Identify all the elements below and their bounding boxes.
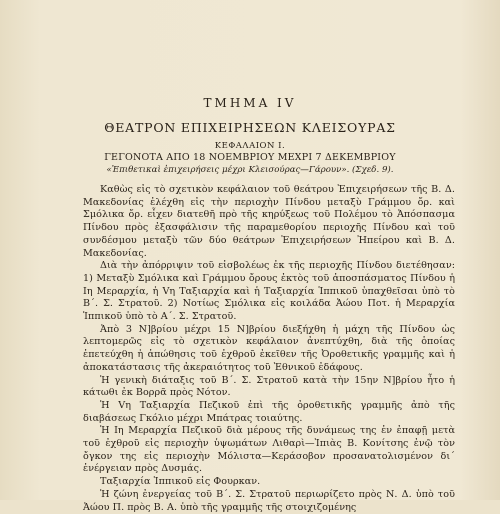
paragraph: Ἡ Vη Ταξιαρχία Πεζικοῦ ἐπὶ τῆς ὀροθετικῆς γραμμῆς ἀπὸ τῆς διαβάσεως Γκόλιο μέχρι Μπάτρας τοιαύτης. <box>83 399 455 424</box>
paragraph: Ἡ Ιη Μεραρχία Πεζικοῦ διὰ μέρους τῆς δυνάμεως της ἐν ἐπαφῇ μετὰ τοῦ ἐχθροῦ εἰς περιοχὴν ὑψωμάτων Λιθαρὶ—Ἰπιὰς Β. Κονίτσης ἐνῷ τὸν ὄγκον της εἰς περιοχὴν Μόλιστα—Κεράσοβον προσανατολισμένον δι΄ ἐνέργειαν πρὸς Δυσμάς. <box>83 425 455 475</box>
theatre-heading: ΘΕΑΤΡΟΝ ΕΠΙΧΕΙΡΗΣΕΩΝ ΚΛΕΙΣΟΥΡΑΣ <box>104 120 396 135</box>
paragraph: Διὰ τὴν ἀπόρριψιν τοῦ εἰσβολέως ἐκ τῆς περιοχῆς Πίνδου διετέθησαν: 1) Μεταξὺ Σμόλικα καὶ Γράμμου ὄρους ἐκτὸς τοῦ ἀποσπάσματος Πίνδου ἡ Ιη Μεραρχία, ἡ Vη Ταξιαρχία καὶ ἡ Ταξιαρχία Ἱππικοῦ ὑπαχθεῖσαι ὑπὸ τὸ Β΄. Σ. Στρατοῦ. 2) Νοτίως Σμόλικα εἰς κοιλάδα Ἀώου Ποτ. ἡ Μεραρχία Ἱππικοῦ ὑπὸ τὸ Α΄. Σ. Στρατοῦ. <box>83 260 455 323</box>
paragraph: Ἡ γενικὴ διάταξις τοῦ Β΄. Σ. Στρατοῦ κατὰ τὴν 15ην Ν]βρίου ἦτο ἡ κάτωθι ἐκ Βορρᾶ πρὸς Νότον. <box>83 374 455 399</box>
paragraph: Ταξιαρχία Ἱππικοῦ εἰς Φουρκαν. <box>100 476 261 488</box>
section-heading: ΤΜΗΜΑ IV <box>203 96 297 110</box>
events-heading: ΓΕΓΟΝΟΤΑ ΑΠΟ 18 ΝΟΕΜΒΡΙΟΥ ΜΕΧΡΙ 7 ΔΕΚΕΜΒΡΙΟΥ <box>104 152 396 163</box>
body-text <box>83 184 455 514</box>
paragraph: Ἀπὸ 3 Ν]βρίου μέχρι 15 Ν]βρίου διεξήχθη ἡ μάχη τῆς Πίνδου ὡς λεπτομερῶς εἰς τὸ σχετικὸν κεφάλαιον ἀνεπτύχθη, διὰ τῆς ὁποίας ἐπετεύχθη ἡ ἀπώθησις τοῦ ἐχθροῦ ἐκεῖθεν τῆς Ὀροθετικῆς γραμμῆς καὶ ἡ ἀποκατάστασις τῆς ἀκεραιότητος τοῦ Ἐθνικοῦ ἐδάφους. <box>83 323 455 373</box>
chapter-heading: ΚΕΦΑΛΑΙΟΝ Ι. <box>214 141 286 151</box>
subtitle-heading: «Ἐπιθετικαὶ ἐπιχειρήσεις μέχρι Κλεισούρας—Γάρουν». (Σχεδ. 9). <box>106 165 394 175</box>
paragraph: Ἡ ζώνη ἐνεργείας τοῦ Β΄. Σ. Στρατοῦ περιωρίζετο πρὸς Ν. Δ. ὑπὸ τοῦ Ἀώου Π. πρὸς Β. Α. ὑπὸ τῆς γραμμῆς τῆς στοιχιζομένης <box>83 488 455 513</box>
paragraph: Καθὼς εἰς τὸ σχετικὸν κεφάλαιον τοῦ θεάτρου Ἐπιχειρήσεων τῆς Β. Δ. Μακεδονίας ἐλέχθη εἰς τὴν περιοχὴν Πίνδου μεταξὺ Γράμμου ὄρ. καὶ Σμόλικα ὄρ. εἶχεν διατεθῆ πρὸ τῆς κηρύξεως τοῦ Πολέμου τὸ Ἀπόσπασμα Πίνδου πρὸς ἐξασφάλισιν τῆς παραμεθορίου περιοχῆς Πίνδου καὶ τοῦ συνδέσμου μεταξὺ τῶν δύο θεάτρων Ἐπιχειρήσεων Ἠπείρου καὶ Β. Δ. Μακεδονίας. <box>83 184 455 259</box>
